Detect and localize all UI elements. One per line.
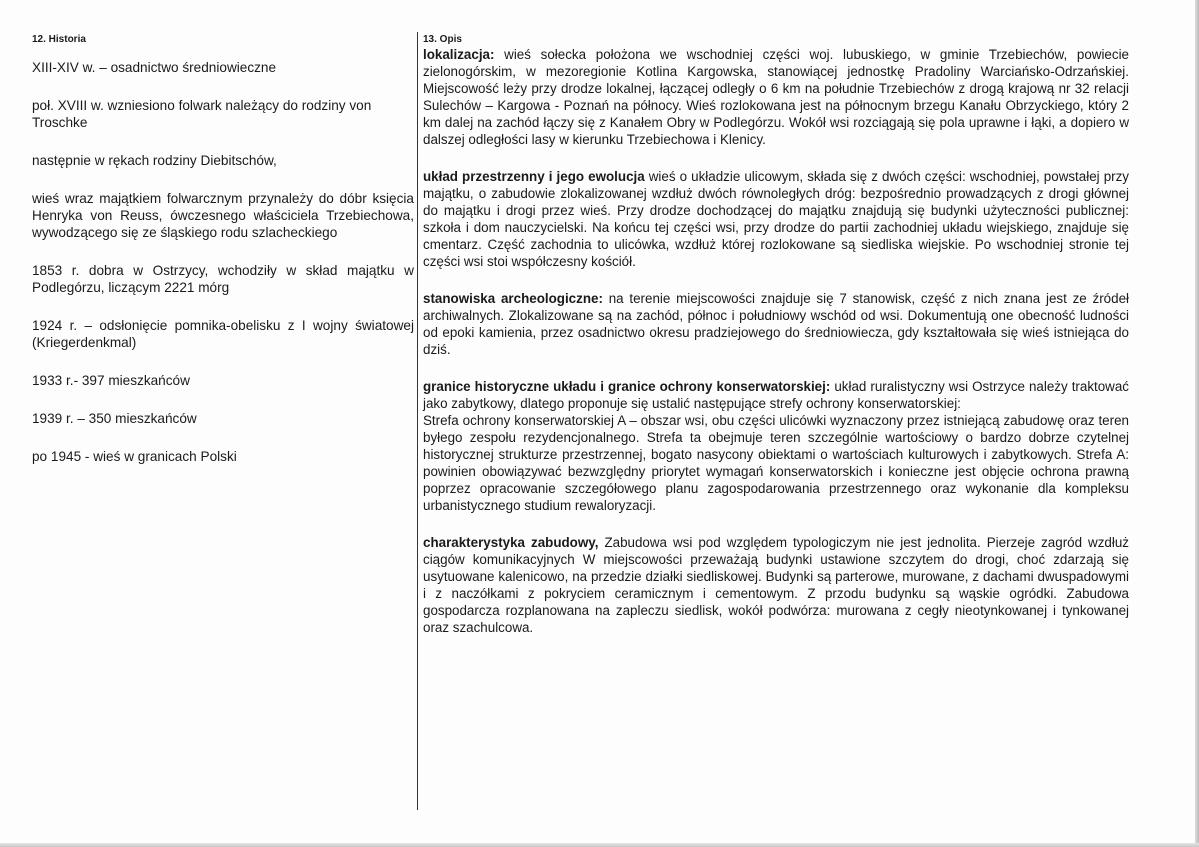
history-item: po 1945 - wieś w granicach Polski [32,449,237,464]
history-item: wieś wraz majątkiem folwarcznym przynależy do dóbr księcia Henryka von Reuss, ówczesnego właściciela Trzebiechowa, wywodzącego się ze śląskiego rodu szlacheckiego [32,191,414,240]
history-item: 1939 r. – 350 mieszkańców [32,411,197,426]
history-column [32,34,414,486]
history-item: XIII-XIV w. – osadnictwo średniowieczne [32,60,277,75]
section-extra-text: Strefa ochrony konserwatorskiej A – obszar wsi, obu części ulicówki wyznaczony przez istniejącą zabudowę oraz teren byłego zespołu rezydencjonalnego. Strefa ta obejmuje teren szczególnie wartościowy o bardzo dobrze czytelnej historycznej strukturze przestrzennej, bogato nasycony obiektami o wartościach kulturowych i zabytkowych. Strefa A: powinien obowiązywać bezwzględny priorytet wymagań konserwatorskich i konieczne jest objęcie ochrona prawną poprzez opracowanie szczegółowego planu zagospodarowania przestrzennego oraz wykonanie dla kompleksu urbanistycznego studium rewaloryzacji. [423,413,1129,513]
section-granice-ochrony [423,378,1129,514]
section-text: Zabudowa wsi pod względem typologiczym nie jest jednolita. Pierzeje zagród wzdłuż ciągów komunikacyjnych W miejscowości przeważają budynki ustawione szczytem do drogi, choć zdarzają się usytuowane kalenicowo, na przedzie działki siedliskowej. Budynki są parterowe, murowane, z dachami dwuspadowymi i z naczółkami z pokryciem ceramicznym i cementowym. Z przodu budynku są wąskie ogródki. Zabudowa gospodarcza rozplanowana na zapleczu siedlisk, wokół podwórza: murowana z cegły nieotynkowanej i tynkowanej oraz szachulcowa. [423,535,1129,635]
scan-edge-bottom [0,843,1199,847]
section-lokalizacja [423,46,1129,148]
section-title: charakterystyka zabudowy, [423,535,599,550]
section-title: granice historyczne układu i granice ochrony konserwatorskiej: [423,379,831,394]
section-uklad-przestrzenny [423,168,1129,270]
history-item: 1853 r. dobra w Ostrzycy, wchodziły w skład majątku w Podlegórzu, liczącym 2221 mórg [32,263,414,295]
description-header: 13. Opis [423,34,462,45]
section-title: stanowiska archeologiczne: [423,291,603,306]
section-text: na terenie miejscowości znajduje się 7 stanowisk, część z nich znana jest ze źródeł archiwalnych. Zlokalizowane są na zachód, północ i południowy wschód od wsi. Dokumentują one obecność ludności od epoki kamienia, przez osadnictwo okresu pradziejowego do średniowiecza, gdy kształtowała się wieś istniejąca do dziś. [423,291,1129,357]
column-divider [417,32,418,810]
section-stanowiska-archeologiczne [423,290,1129,358]
section-text: układ ruralistyczny wsi Ostrzyce należy traktować jako zabytkowy, dlatego proponuje się ustalić następujące strefy ochrony konserwatorskiej: [423,379,1129,411]
history-item: poł. XVIII w. wzniesiono folwark należący do rodziny von Troschke [32,98,372,130]
description-column [423,34,1129,656]
history-item: 1933 r.- 397 mieszkańców [32,373,190,388]
section-charakterystyka-zabudowy [423,534,1129,636]
section-text: wieś sołecka położona we wschodniej części woj. lubuskiego, w gminie Trzebiechów, powiecie zielonogórskim, w mezoregionie Kotlina Kargowska, stanowiącej jednostkę Pradoliny Warciańsko-Odrzańskiej. Miejscowość leży przy drodze lokalnej, łączącej odległy o 6 km na południe Trzebiechów z drogą krajową nr 32 relacji Sulechów – Kargowa - Poznań na północy. Wieś rozlokowana jest na północnym brzegu Kanału Obrzyckiego, który 2 km dalej na zachód łączy się z Kanałem Obry w Podlegórzu. Wokół wsi rozciągają się pola uprawne i łąki, a dopiero w dalszej odległości lasy w kierunku Trzebiechowa i Klenicy. [423,47,1129,147]
section-title: układ przestrzenny i jego ewolucja [423,169,645,184]
history-item: następnie w rękach rodziny Diebitschów, [32,153,277,168]
history-item: 1924 r. – odsłonięcie pomnika-obelisku z I wojny światowej (Kriegerdenkmal) [32,318,414,350]
history-header: 12. Historia [32,34,86,45]
section-title: lokalizacja: [423,47,495,62]
section-text: wieś o układzie ulicowym, składa się z dwóch części: wschodniej, powstałej przy majątku, o zabudowie zlokalizowanej wzdłuż dwóch równoległych dróg: bezpośrednio prowadzących z drogi głównej do majątku i drogi przez wieś. Przy drodze dochodzącej do majątku znajdują się budynki użyteczności publicznej: szkoła i dom nauczycielski. Na końcu tej części wsi, przy drodze do partii zachodniej układu wiejskiego, znajduje się cmentarz. Część zachodnia to ulicówka, wzdłuż której rozlokowane są siedliska wiejskie. Po wschodniej stronie tej części wsi stoi współczesny kościół. [423,169,1129,269]
scan-edge-right [1195,0,1199,847]
